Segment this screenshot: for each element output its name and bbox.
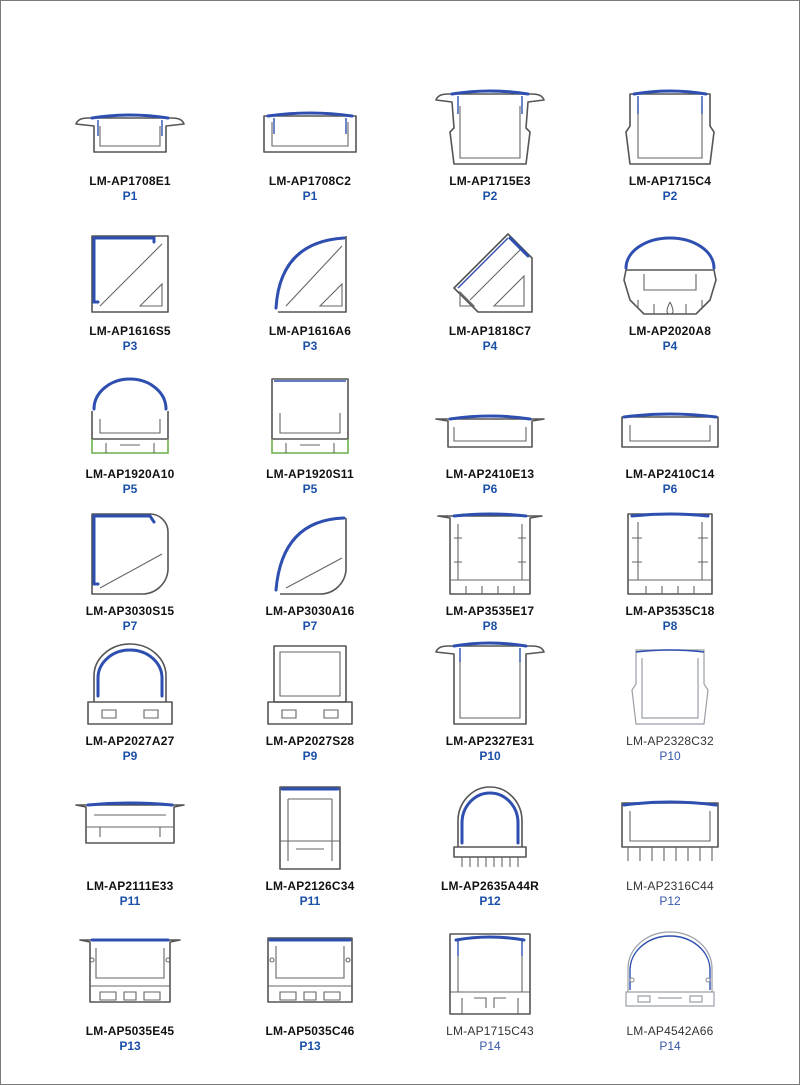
page-reference[interactable]: P2 <box>482 189 498 203</box>
page-reference[interactable]: P13 <box>299 1039 321 1053</box>
page-reference[interactable]: P1 <box>122 189 138 203</box>
product-code: LM-AP1616S5 <box>89 324 171 338</box>
product-code: LM-AP2316C44 <box>626 879 714 893</box>
product-code: LM-AP3030A16 <box>265 604 355 618</box>
profile-drawing <box>430 640 550 732</box>
page-reference[interactable]: P10 <box>659 749 681 763</box>
page-reference[interactable]: P5 <box>122 482 138 496</box>
page-reference[interactable]: P3 <box>302 339 318 353</box>
profile-card <box>220 785 400 908</box>
profile-drawing <box>610 640 730 732</box>
page-reference[interactable]: P12 <box>479 894 501 908</box>
product-code: LM-AP2328C32 <box>626 734 714 748</box>
product-code: LM-AP3535E17 <box>445 604 535 618</box>
profile-card <box>220 930 400 1053</box>
page-reference[interactable]: P10 <box>479 749 501 763</box>
page-reference[interactable]: P9 <box>302 749 318 763</box>
profile-card <box>220 640 400 763</box>
profile-drawing <box>250 510 370 602</box>
product-code: LM-AP1616A6 <box>268 324 352 338</box>
profile-drawing <box>430 230 550 322</box>
profile-card <box>40 373 220 496</box>
page-reference[interactable]: P11 <box>299 894 321 908</box>
profile-card <box>220 373 400 496</box>
profile-card <box>40 930 220 1053</box>
page-reference[interactable]: P12 <box>659 894 681 908</box>
product-code: LM-AP2020A8 <box>628 324 712 338</box>
product-code: LM-AP5035E45 <box>85 1024 175 1038</box>
profile-card <box>400 230 580 353</box>
profile-card <box>400 80 580 203</box>
page-reference[interactable]: P7 <box>302 619 318 633</box>
profile-drawing <box>70 785 190 877</box>
page-reference[interactable]: P8 <box>662 619 678 633</box>
profile-drawing <box>610 930 730 1022</box>
page-reference[interactable]: P4 <box>482 339 498 353</box>
profile-drawing <box>250 785 370 877</box>
product-code: LM-AP1715C4 <box>628 174 712 188</box>
profile-drawing <box>430 80 550 172</box>
profile-card <box>400 373 580 496</box>
profile-drawing <box>610 373 730 465</box>
profile-drawing <box>610 230 730 322</box>
product-code: LM-AP1920A10 <box>85 467 175 481</box>
product-code: LM-AP2111E33 <box>86 879 174 893</box>
profile-drawing <box>610 510 730 602</box>
profile-drawing <box>250 230 370 322</box>
page-reference[interactable]: P13 <box>119 1039 141 1053</box>
page-reference[interactable]: P4 <box>662 339 678 353</box>
product-code: LM-AP1920S11 <box>266 467 354 481</box>
profile-drawing <box>70 510 190 602</box>
profile-card <box>220 80 400 203</box>
product-code: LM-AP2027A27 <box>85 734 175 748</box>
profile-drawing <box>430 510 550 602</box>
profile-drawing <box>430 785 550 877</box>
product-code: LM-AP2027S28 <box>265 734 355 748</box>
product-code: LM-AP1715E3 <box>449 174 531 188</box>
profile-card <box>400 640 580 763</box>
profile-card <box>580 80 760 203</box>
profile-drawing <box>610 80 730 172</box>
page-reference[interactable]: P14 <box>659 1039 681 1053</box>
profile-card <box>580 230 760 353</box>
profile-card <box>40 640 220 763</box>
profile-card <box>400 930 580 1053</box>
product-code: LM-AP3535C18 <box>625 604 715 618</box>
page-reference[interactable]: P11 <box>119 894 141 908</box>
profile-card <box>400 785 580 908</box>
profile-drawing <box>430 373 550 465</box>
product-code: LM-AP4542A66 <box>626 1024 714 1038</box>
page-reference[interactable]: P14 <box>479 1039 501 1053</box>
profile-card <box>580 373 760 496</box>
profile-card <box>40 510 220 633</box>
profile-card <box>580 785 760 908</box>
page-reference[interactable]: P8 <box>482 619 498 633</box>
product-code: LM-AP5035C46 <box>265 1024 355 1038</box>
page-reference[interactable]: P6 <box>662 482 678 496</box>
page-reference[interactable]: P2 <box>662 189 678 203</box>
product-code: LM-AP2410E13 <box>445 467 535 481</box>
product-code: LM-AP1715C43 <box>446 1024 534 1038</box>
product-code: LM-AP1818C7 <box>448 324 532 338</box>
profile-drawing <box>70 930 190 1022</box>
profile-drawing <box>70 230 190 322</box>
product-code: LM-AP2410C14 <box>625 467 715 481</box>
page-reference[interactable]: P1 <box>302 189 318 203</box>
profile-drawing <box>70 373 190 465</box>
profile-drawing <box>250 373 370 465</box>
page-reference[interactable]: P9 <box>122 749 138 763</box>
product-code: LM-AP2635A44R <box>441 879 539 893</box>
profile-card <box>220 230 400 353</box>
profile-drawing <box>610 785 730 877</box>
product-code: LM-AP1708E1 <box>89 174 171 188</box>
profile-card <box>580 640 760 763</box>
profile-drawing <box>250 640 370 732</box>
profile-drawing <box>70 640 190 732</box>
product-code: LM-AP2126C34 <box>265 879 355 893</box>
profile-card <box>580 510 760 633</box>
product-code: LM-AP2327E31 <box>445 734 535 748</box>
product-code: LM-AP1708C2 <box>268 174 352 188</box>
profile-card <box>40 785 220 908</box>
profile-drawing <box>70 80 190 172</box>
page-reference[interactable]: P7 <box>122 619 138 633</box>
profile-drawing <box>250 80 370 172</box>
profile-card <box>220 510 400 633</box>
profile-card <box>40 230 220 353</box>
profile-card <box>580 930 760 1053</box>
profile-drawing <box>430 930 550 1022</box>
profile-drawing <box>250 930 370 1022</box>
profile-card <box>40 80 220 203</box>
page-reference[interactable]: P3 <box>122 339 138 353</box>
profile-card <box>400 510 580 633</box>
product-code: LM-AP3030S15 <box>85 604 175 618</box>
page-reference[interactable]: P6 <box>482 482 498 496</box>
page-reference[interactable]: P5 <box>302 482 318 496</box>
